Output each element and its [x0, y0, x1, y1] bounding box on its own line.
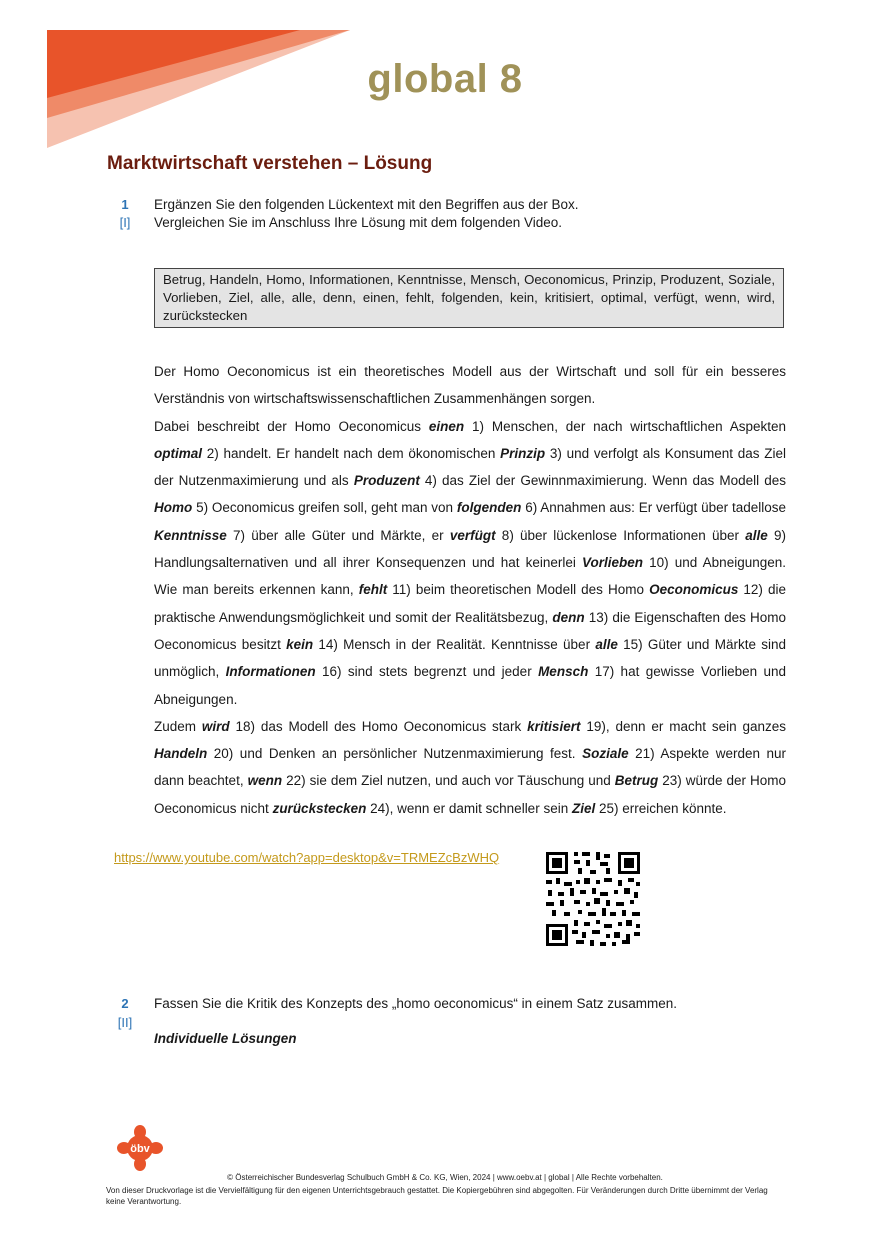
cloze-answer: Produzent [353, 473, 420, 489]
cloze-answer: Kenntnisse [154, 527, 227, 543]
qr-code-icon [544, 850, 642, 948]
cloze-answer: zurückstecken [272, 800, 367, 816]
task-number: 1 [121, 197, 129, 212]
cloze-answer: wenn [247, 773, 283, 789]
cloze-answer: fehlt [358, 582, 388, 598]
cloze-answer: kritisiert [527, 718, 581, 734]
oebv-logo [117, 1125, 163, 1171]
task-number: 2 [121, 996, 129, 1011]
footer-disclaimer: Von dieser Druckvorlage ist die Vervielfältigung für den eigenen Unterrichtsgebrauch gestattet. Die Kopiergebühren sind abgegolten. Für Veränderungen durch Dritte übernimmt der Verlag keine Verantwortung. [106, 1186, 768, 1206]
task-instruction: Fassen Sie die Kritik des Konzepts des „homo oeconomicus“ in einem Satz zusammen. [154, 996, 677, 1011]
cloze-answer: einen [428, 418, 465, 434]
cloze-answer: alle [595, 636, 618, 652]
cloze-answer: wird [201, 718, 230, 734]
task-level: [II] [117, 1015, 133, 1030]
cloze-paragraph: Zudem wird 18) das Modell des Homo Oeconomicus stark kritisiert 19), denn er macht sein ganzes Handeln 20) und Denken an persönlicher Nutzenmaximierung fest. Soziale 21) Aspekte werden nur dann beachtet, wenn 22) sie dem Ziel nutzen, und auch vor Täuschung und Betrug 23) würde der Homo Oeconomicus nicht zurückstecken 24), wenn er damit schneller sein Ziel 25) erreichen könnte. [154, 718, 787, 816]
video-link[interactable]: https://www.youtube.com/watch?app=desktop&v=TRMEZcBzWHQ [114, 850, 500, 865]
cloze-answer: Mensch [538, 664, 589, 680]
word-box: Betrug, Handeln, Homo, Informationen, Kenntnisse, Mensch, Oeconomicus, Prinzip, Produzent, Soziale, Vorlieben, Ziel, alle, alle, denn, einen, fehlt, folgenden, kein, kritisiert, optimal, verfügt, wenn, wird, zurückstecken [154, 268, 784, 328]
cloze-answer: alle [745, 527, 768, 543]
svg-text:öbv: öbv [130, 1143, 150, 1155]
footer-copyright: © Österreichischer Bundesverlag Schulbuch GmbH & Co. KG, Wien, 2024 | www.oebv.at | global | Alle Rechte vorbehalten. [227, 1173, 663, 1182]
cloze-answer: verfügt [449, 527, 496, 543]
task-level: [I] [119, 215, 131, 230]
cloze-paragraph: Dabei beschreibt der Homo Oeconomicus einen 1) Menschen, der nach wirtschaftlichen Aspekten optimal 2) handelt. Er handelt nach dem ökonomischen Prinzip 3) und verfolgt als Konsument das Ziel der Nutzenmaximierung und als Produzent 4) das Ziel der Gewinnmaximierung. Wenn das Modell des Homo 5) Oeconomicus greifen soll, geht man von folgenden 6) Annahmen aus: Er verfügt über tadellose Kenntnisse 7) über alle Güter und Märkte, er verfügt 8) über lückenlose Informationen über alle 9) Handlungsalternativen und all ihrer Konsequenzen und hat keinerlei Vorlieben 10) und Abneigungen. Wie man bereits erkennen kann, fehlt 11) beim theoretischen Modell des Homo Oeconomicus 12) die praktische Anwendungsmöglichkeit und somit der Realitätsbezug, denn 13) die Eigenschaften des Homo Oeconomicus besitzt kein 14) Mensch in der Realität. Kenntnisse über alle 15) Güter und Märkte sind unmöglich, Informationen 16) sind stets begrenzt und jeder Mensch 17) hat gewisse Vorlieben und Abneigungen. [154, 418, 787, 707]
cloze-answer: kein [286, 636, 314, 652]
cloze-paragraph: Der Homo Oeconomicus ist ein theoretisches Modell aus der Wirtschaft und soll für ein besseres Verständnis von wirtschaftswissenschaftlichen Zusammenhängen sorgen. [154, 364, 786, 407]
cloze-answer: Betrug [614, 773, 659, 789]
page-title: Marktwirtschaft verstehen – Lösung [107, 153, 433, 174]
cloze-answer: Soziale [582, 746, 629, 762]
cloze-answer: optimal [154, 445, 203, 461]
cloze-answer: folgenden [456, 500, 522, 516]
cloze-answer: Ziel [571, 800, 596, 816]
cloze-answer: Informationen [225, 664, 316, 680]
cloze-answer: Prinzip [500, 445, 546, 461]
task-instruction: Ergänzen Sie den folgenden Lückentext mit den Begriffen aus der Box. [154, 197, 579, 212]
brand-title: global 8 [367, 57, 523, 101]
cloze-answer: denn [552, 609, 585, 625]
task-answer: Individuelle Lösungen [154, 1031, 297, 1046]
cloze-answer: Oeconomicus [649, 582, 739, 598]
cloze-answer: Handeln [154, 746, 208, 762]
cloze-text [154, 358, 786, 822]
cloze-answer: Vorlieben [582, 555, 644, 571]
task-instruction: Vergleichen Sie im Anschluss Ihre Lösung mit dem folgenden Video. [154, 215, 562, 230]
cloze-answer: Homo [154, 500, 193, 516]
